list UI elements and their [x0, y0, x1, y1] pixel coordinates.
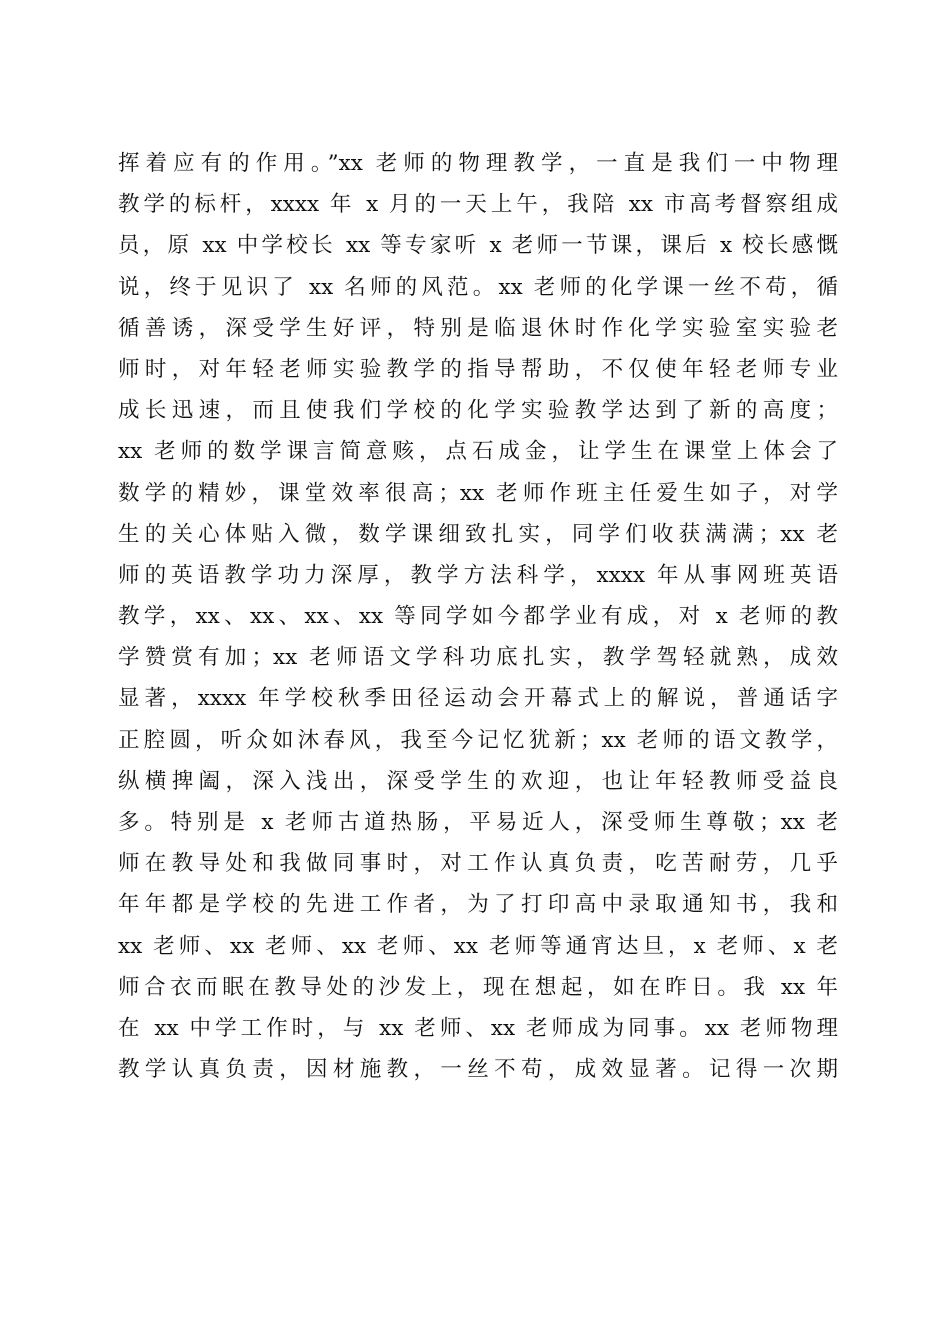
text-line: 循善诱，深受学生好评，特别是临退休时作化学实验室实验老: [118, 315, 838, 341]
text-line: 师时，对年轻老师实验教学的指导帮助，不仅使年轻老师专业: [118, 356, 838, 382]
text-line: 正腔圆，听众如沐春风，我至今记忆犹新；xx 老师的语文教学，: [118, 727, 838, 753]
text-line: 师在教导处和我做同事时，对工作认真负责，吃苦耐劳，几乎: [118, 851, 838, 877]
body-paragraph: [118, 143, 838, 1090]
text-line: 学赞赏有加；xx 老师语文学科功底扎实，教学驾轻就熟，成效: [118, 645, 838, 671]
text-line: 多。特别是 x 老师古道热肠，平易近人，深受师生尊敬；xx 老: [118, 810, 838, 835]
text-line: 教学认真负责，因材施教，一丝不苟，成效显著。记得一次期: [118, 1057, 838, 1083]
text-line: xx 老师的数学课言简意赅，点石成金，让学生在课堂上体会了: [118, 439, 838, 465]
text-line: 纵横捭阖，深入浅出，深受学生的欢迎，也让年轻教师受益良: [118, 768, 838, 794]
text-line: 年年都是学校的先进工作者，为了打印高中录取通知书，我和: [118, 892, 838, 918]
text-line: 在 xx 中学工作时，与 xx 老师、xx 老师成为同事。xx 老师物理: [118, 1015, 838, 1041]
text-line: 师的英语教学功力深厚，教学方法科学，xxxx 年从事网班英语: [118, 562, 838, 588]
text-line: xx 老师、xx 老师、xx 老师、xx 老师等通宵达旦，x 老师、x 老: [118, 933, 838, 959]
text-line: 员，原 xx 中学校长 xx 等专家听 x 老师一节课，课后 x 校长感慨: [118, 233, 838, 259]
text-line: 教学的标杆，xxxx 年 x 月的一天上午，我陪 xx 市高考督察组成: [118, 192, 838, 218]
text-line: 师合衣而眠在教导处的沙发上，现在想起，如在昨日。我 xx 年: [118, 974, 838, 1000]
text-line: 挥着应有的作用。”xx 老师的物理教学，一直是我们一中物理: [118, 151, 838, 176]
text-line: 成长迅速，而且使我们学校的化学实验教学达到了新的高度；: [118, 398, 838, 424]
text-line: 生的关心体贴入微，数学课细致扎实，同学们收获满满；xx 老: [118, 521, 838, 547]
text-line: 显著，xxxx 年学校秋季田径运动会开幕式上的解说，普通话字: [118, 686, 838, 712]
text-line: 教学，xx、xx、xx、xx 等同学如今都学业有成，对 x 老师的教: [118, 604, 838, 630]
text-line: 数学的精妙，课堂效率很高；xx 老师作班主任爱生如子，对学: [118, 480, 838, 506]
text-line: 说，终于见识了 xx 名师的风范。xx 老师的化学课一丝不苟，循: [118, 274, 838, 300]
